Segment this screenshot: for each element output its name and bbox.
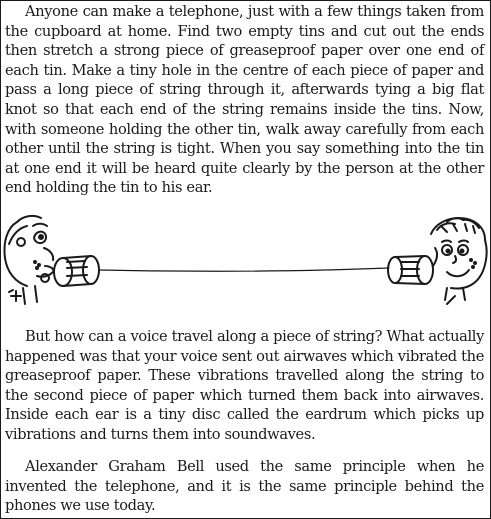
right-tin-can	[388, 256, 433, 284]
listening-child-figure	[431, 218, 487, 304]
paragraph-explanation: But how can a voice travel along a piece of string? What actually happened was that your voice sent out airwaves which vibrated the greaseproof paper. These vibrations travelled along the string to the second piece of paper which turned them back into airwaves. Inside each ear is a tiny disc called the eardrum which picks up vibrations and turns them into soundwaves.	[5, 328, 484, 443]
paragraph-bell: Alexander Graham Bell used the same principle when he invented the telephone, and it is the same principle behind the phones we use today.	[5, 458, 484, 515]
speaking-child-figure	[5, 216, 54, 304]
string-line	[99, 268, 389, 271]
paragraph-instructions: Anyone can make a telephone, just with a few things taken from the cupboard at home. Find two empty tins and cut out the ends then stretch a strong piece of greaseproof paper over one end of each tin. Make a tiny hole in the centre of each piece of paper and pass a long piece of string through it, afterwards tying a big flat knot so that each end of the string remains inside the tins. Now, with someone holding the other tin, walk away carefully from each other until the string is tight. When you say something into the tin at one end it will be heard quite clearly by the person at the other end holding the tin to his ear.	[5, 3, 484, 197]
tin-can-telephone-illustration	[1, 204, 491, 316]
left-tin-can	[54, 256, 99, 286]
